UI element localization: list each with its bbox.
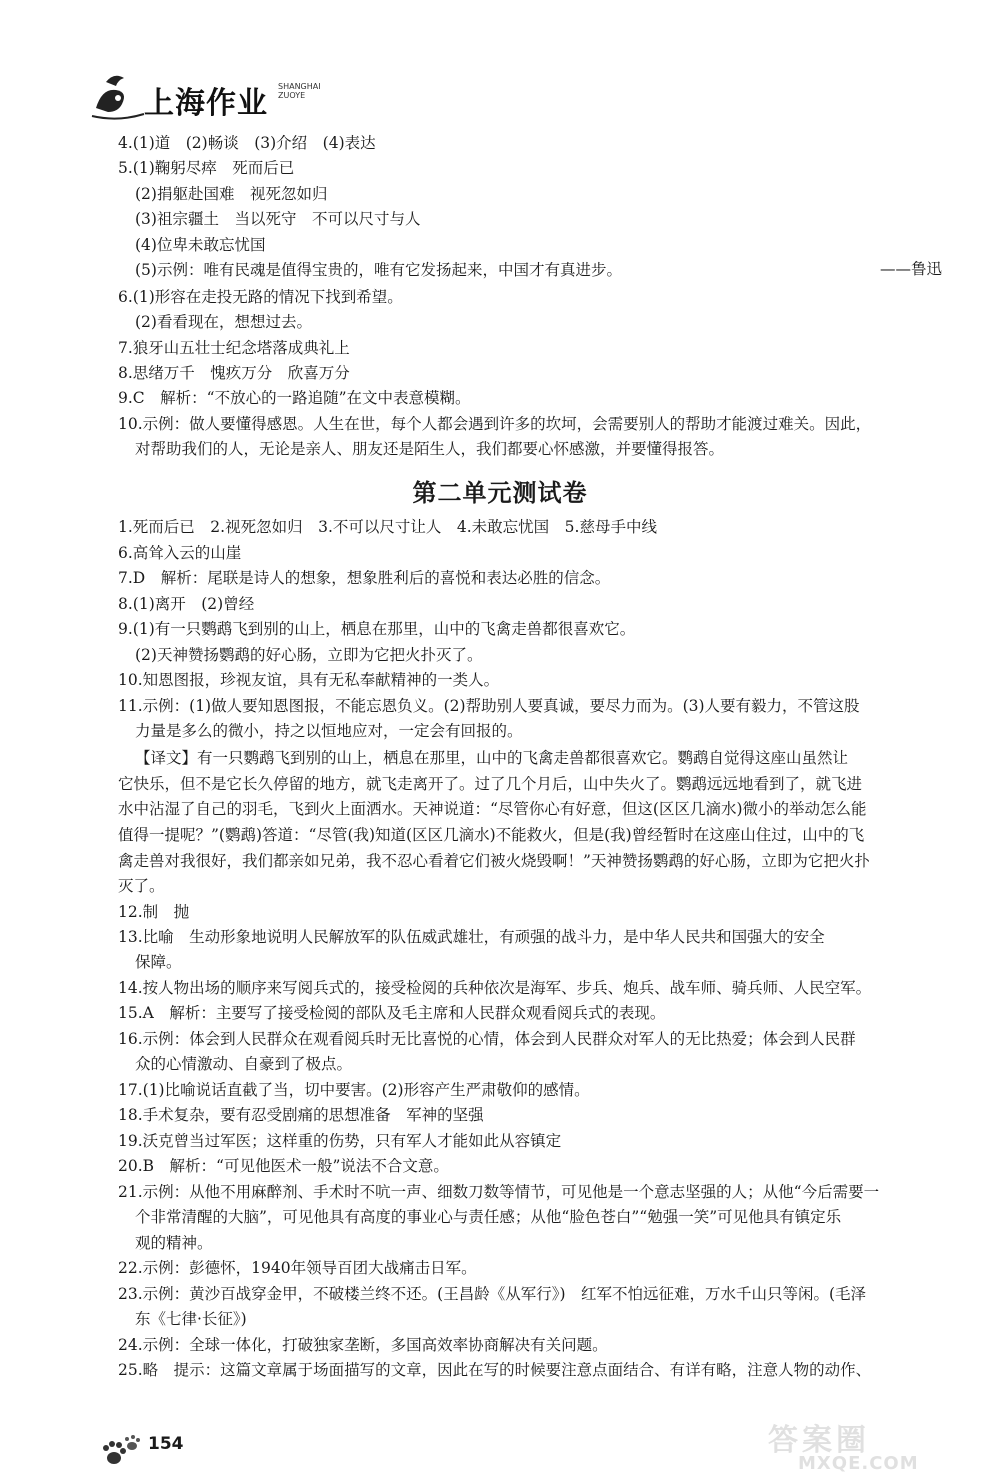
brand-title: 上海作业 (144, 86, 268, 121)
answer-line: 6.高耸入云的山崖 (118, 544, 242, 562)
answer-line: 4.(1)道 (2)畅谈 (3)介绍 (4)表达 (118, 134, 376, 152)
answer-line: 6.(1)形容在走投无路的情况下找到希望。 (118, 288, 403, 306)
answer-line: 8.思绪万千 愧疚万分 欣喜万分 (118, 364, 350, 382)
answer-line: 对帮助我们的人，无论是亲人、朋友还是陌生人，我们都要心怀感激，并要懂得报答。 (135, 440, 725, 458)
page-number: 154 (148, 1434, 184, 1454)
quote-signature: ——鲁迅 (879, 260, 942, 278)
section-title: 第二单元测试卷 (412, 479, 588, 507)
watermark-cn: 答案圈 (768, 1423, 870, 1458)
page-header (88, 68, 348, 124)
answer-line: 7.狼牙山五壮士纪念塔落成典礼上 (118, 339, 350, 357)
answer-line: 15.A 解析：主要写了接受检阅的部队及毛主席和人民群众观看阅兵式的表现。 (118, 1004, 666, 1022)
answer-line: 10.知恩图报，珍视友谊，具有无私奉献精神的一类人。 (118, 671, 500, 689)
answer-line: 众的心情激动、自豪到了极点。 (135, 1055, 353, 1073)
answer-line: 9.(1)有一只鹦鹉飞到别的山上，栖息在那里，山中的飞禽走兽都很喜欢它。 (118, 620, 636, 638)
answer-line: 力量是多么的微小，持之以恒地应对，一定会有回报的。 (135, 722, 523, 740)
answer-line: 东《七律·长征》) (135, 1310, 247, 1328)
answer-line: (3)祖宗疆土 当以死守 不可以尺寸与人 (135, 210, 421, 228)
answer-line: 14.按人物出场的顺序来写阅兵式的，接受检阅的兵种依次是海军、步兵、炮兵、战车师、骑兵师、人民空军。 (118, 979, 872, 997)
answer-line: 22.示例：彭德怀，1940年领导百团大战痛击日军。 (118, 1259, 477, 1277)
answer-line: 7.D 解析：尾联是诗人的想象，想象胜利后的喜悦和表达必胜的信念。 (118, 569, 611, 587)
watermark-en: MXQE.COM (798, 1453, 919, 1474)
brand-english-1: SHANGHAI (278, 82, 321, 91)
answer-line: 8.(1)离开 (2)曾经 (118, 595, 255, 613)
answer-line: 观的精神。 (135, 1234, 213, 1252)
answer-line: 9.C 解析：“不放心的一路追随”在文中表意模糊。 (118, 389, 471, 407)
answer-line: (4)位卑未敢忘忧国 (135, 236, 266, 254)
translation-line: 水中沾湿了自己的羽毛，飞到火上面洒水。天神说道：“尽管你心有好意，但这(区区几滴水)微小的举动怎么能 (118, 800, 867, 818)
answer-line: 11.示例：(1)做人要知恩图报，不能忘恩负义。(2)帮助别人要真诚，要尽力而为。(3)人要有毅力，不管这股 (118, 697, 860, 715)
answer-line: 保障。 (135, 953, 182, 971)
answer-line: 25.略 提示：这篇文章属于场面描写的文章，因此在写的时候要注意点面结合、有详有略，注意人物的动作、 (118, 1361, 872, 1379)
answer-line: 21.示例：从他不用麻醉剂、手术时不吭一声、细数刀数等情节，可见他是一个意志坚强的人；从他“今后需要一 (118, 1183, 880, 1201)
brand-english (278, 82, 321, 100)
answer-line: 18.手术复杂，要有忍受剧痛的思想准备 军神的坚强 (118, 1106, 484, 1124)
answer-line: 12.制 抛 (118, 903, 190, 921)
answer-line: 1.死而后已 2.视死忽如归 3.不可以尺寸让人 4.未敢忘忧国 5.慈母手中线 (118, 518, 657, 536)
translation-line: 它快乐，但不是它长久停留的地方，就飞走离开了。过了几个月后，山中失火了。鹦鹉远远地看到了，就飞进 (118, 775, 863, 793)
answer-line: (2)捐躯赴国难 视死忽如归 (135, 185, 328, 203)
answer-line: 个非常清醒的大脑”，可见他具有高度的事业心与责任感；从他“脸色苍白”“勉强一笑”可见他具有镇定乐 (135, 1208, 842, 1226)
translation-line: 禽走兽对我很好，我们都亲如兄弟，我不忍心看着它们被火烧毁啊！”天神赞扬鹦鹉的好心肠，立即为它把火扑 (118, 852, 870, 870)
answer-line: 17.(1)比喻说话直截了当，切中要害。(2)形容产生严肃敬仰的感情。 (118, 1081, 590, 1099)
watermark (760, 1415, 970, 1475)
answer-line: 5.(1)鞠躬尽瘁 死而后已 (118, 159, 295, 177)
translation-line: 灭了。 (118, 877, 165, 895)
paw-print-icon (100, 1432, 144, 1472)
answer-line: 20.B 解析：“可见他医术一般”说法不合文意。 (118, 1157, 449, 1175)
mascot-logo-icon (88, 68, 148, 124)
answer-line: 13.比喻 生动形象地说明人民解放军的队伍威武雄壮，有顽强的战斗力，是中华人民共和国强大的安全 (118, 928, 825, 946)
page-footer (100, 1432, 260, 1472)
answer-line: (5)示例：唯有民魂是值得宝贵的，唯有它发扬起来，中国才有真进步。 (135, 261, 622, 279)
translation-line: 【译文】有一只鹦鹉飞到别的山上，栖息在那里，山中的飞禽走兽都很喜欢它。鹦鹉自觉得这座山虽然让 (135, 749, 849, 767)
answer-line: 23.示例：黄沙百战穿金甲，不破楼兰终不还。(王昌龄《从军行》) 红军不怕远征难，万水千山只等闲。(毛泽 (118, 1285, 867, 1303)
brand-english-2: ZUOYE (278, 91, 306, 100)
answer-line: (2)看看现在，想想过去。 (135, 313, 312, 331)
answer-line: 16.示例：体会到人民群众在观看阅兵时无比喜悦的心情，体会到人民群众对军人的无比热爱；体会到人民群 (118, 1030, 856, 1048)
translation-line: 值得一提呢？”(鹦鹉)答道：“尽管(我)知道(区区几滴水)不能救火，但是(我)曾经暂时在这座山住过，山中的飞 (118, 826, 865, 844)
answer-line: (2)天神赞扬鹦鹉的好心肠，立即为它把火扑灭了。 (135, 646, 483, 664)
answer-line: 24.示例：全球一体化，打破独家垄断，多国高效率协商解决有关问题。 (118, 1336, 608, 1354)
answer-line: 19.沃克曾当过军医；这样重的伤势，只有军人才能如此从容镇定 (118, 1132, 562, 1150)
answer-line: 10.示例：做人要懂得感恩。人生在世，每个人都会遇到许多的坎坷，会需要别人的帮助才能渡过难关。因此， (118, 415, 872, 433)
